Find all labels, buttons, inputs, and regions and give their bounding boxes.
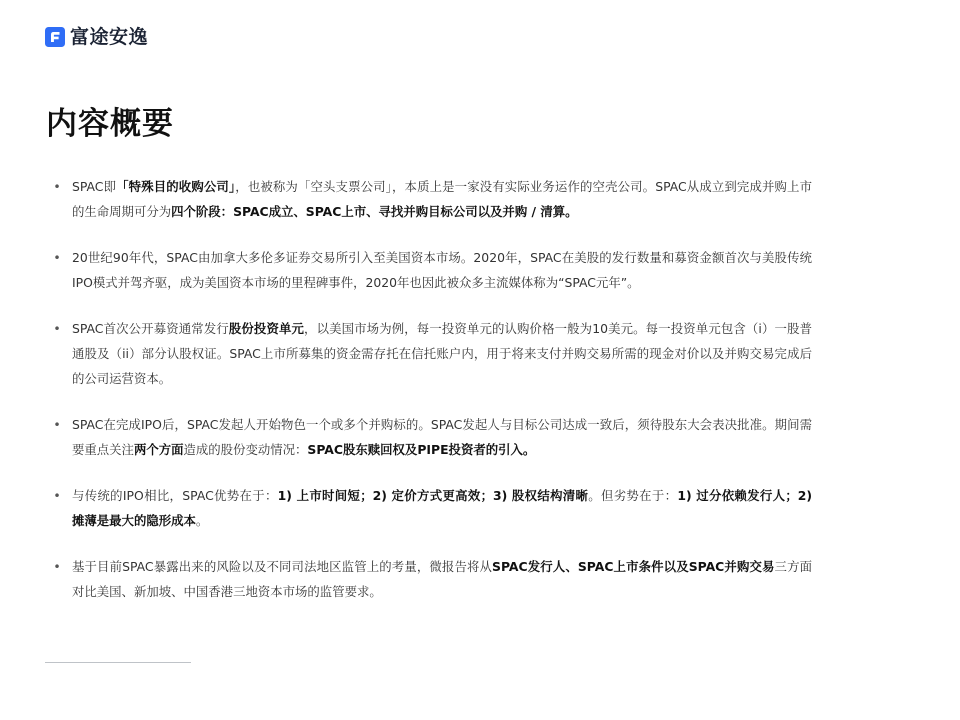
bullet-text-emphasis: 1) 上市时间短；2) 定价方式更高效；3) 股权结构清晰 [277, 488, 589, 503]
bullet-text: 造成的股份变动情况： [183, 442, 308, 457]
bullet-text: 与传统的IPO相比，SPAC优势在于： [72, 488, 278, 503]
summary-bullet-item [52, 483, 812, 533]
bullet-text: ，也被称为「空头支票公司」，本质上是一家没有实际业务运作的空壳公司。SPAC从成立到完成并购上市的生命周期可分为 [72, 179, 812, 219]
footer-divider [45, 662, 191, 663]
summary-bullet-item [52, 554, 812, 604]
page-title: 内容概要 [46, 106, 174, 142]
bullet-text-emphasis: 两个方面 [133, 442, 184, 457]
bullet-dot-icon: • [53, 488, 61, 503]
bullet-dot-icon: • [53, 250, 61, 265]
bullet-text: SPAC即 [72, 179, 117, 194]
summary-bullet-item [52, 174, 812, 224]
brand-logo [45, 26, 148, 48]
bullet-text: 。 [195, 513, 209, 528]
bullet-dot-icon: • [53, 559, 61, 574]
bullet-text: ，以美国市场为例，每一投资单元的认购价格一般为10美元。每一投资单元包含（i）一股普通股及（ii）部分认股权证。SPAC上市所募集的资金需存托在信托账户内，用于将来支付并购交易所需的现金对价以及并购交易完成后的公司运营资本。 [72, 321, 812, 386]
bullet-text-emphasis: 股份投资单元 [228, 321, 305, 336]
brand-name: 富途安逸 [70, 26, 149, 48]
bullet-text-emphasis: SPAC发行人、SPAC上市条件以及SPAC并购交易 [492, 559, 775, 574]
bullet-dot-icon: • [53, 179, 61, 194]
bullet-text-emphasis: 1) 过分依赖发行人；2) 摊薄是最大的隐形成本 [72, 488, 812, 528]
summary-bullet-item [52, 245, 812, 295]
summary-bullet-list [52, 174, 812, 604]
bullet-text: SPAC首次公开募资通常发行 [72, 321, 229, 336]
bullet-text: 三方面对比美国、新加坡、中国香港三地资本市场的监管要求。 [72, 559, 812, 599]
bullet-dot-icon: • [53, 417, 61, 432]
bullet-text: 。但劣势在于： [588, 488, 678, 503]
bullet-text: 20世纪90年代，SPAC由加拿大多伦多证券交易所引入至美国资本市场。2020年，SPAC在美股的发行数量和募资金额首次与美股传统IPO模式并驾齐驱，成为美国资本市场的里程碑事件，2020年也因此被众多主流媒体称为“SPAC元年”。 [72, 250, 812, 290]
summary-bullet-item [52, 316, 812, 391]
summary-bullet-item [52, 412, 812, 462]
bullet-dot-icon: • [53, 321, 61, 336]
bullet-text-emphasis: 四个阶段：SPAC成立、SPAC上市、寻找并购目标公司以及并购 / 清算。 [171, 204, 578, 219]
bullet-text: SPAC在完成IPO后，SPAC发起人开始物色一个或多个并购标的。SPAC发起人与目标公司达成一致后，须待股东大会表决批准。期间需要重点关注 [72, 417, 812, 457]
bullet-text: 基于目前SPAC暴露出来的风险以及不同司法地区监管上的考量，微报告将从 [72, 559, 493, 574]
futu-logo-icon [45, 27, 65, 47]
bullet-text-emphasis: 「特殊目的收购公司」 [116, 179, 236, 194]
bullet-text-emphasis: SPAC股东赎回权及PIPE投资者的引入。 [307, 442, 536, 457]
